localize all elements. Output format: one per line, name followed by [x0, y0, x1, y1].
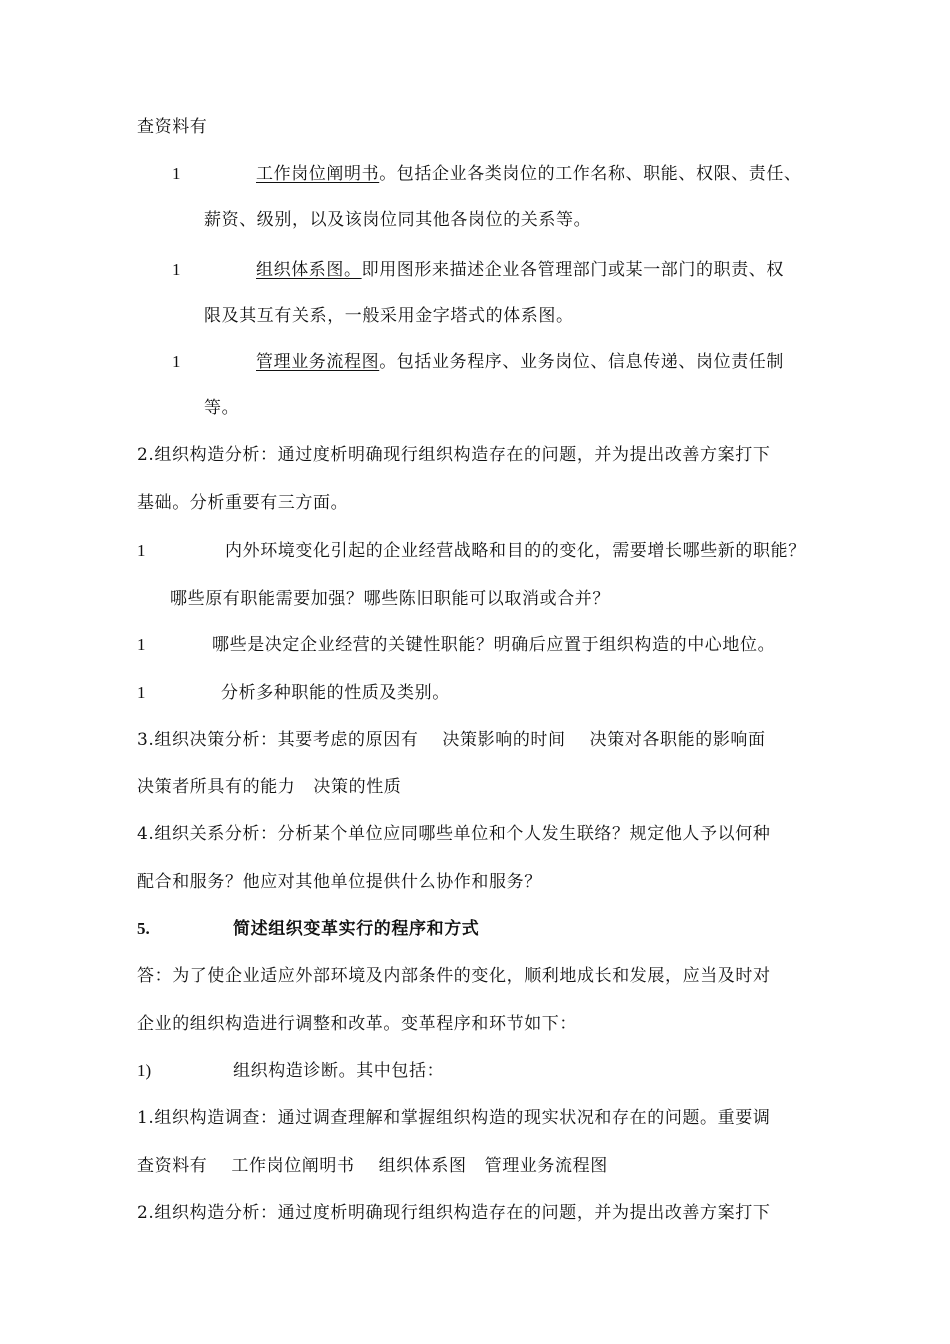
section-heading: 简述组织变革实行的程序和方式 — [233, 919, 480, 939]
paragraph: 2.组织构造分析：通过度析明确现行组织构造存在的问题，并为提出改善方案打下 — [137, 445, 771, 465]
item-text: 即用图形来描述企业各管理部门或某一部门的职责、权 — [361, 260, 785, 280]
list-item: 哪些是决定企业经营的关键性职能？明确后应置于组织构造的中心地位。 — [212, 635, 776, 655]
item-title: 组织体系图。 — [256, 260, 362, 280]
list-item-continuation: 薪资、级别，以及该岗位同其他各岗位的关系等。 — [204, 210, 592, 230]
list-item: 内外环境变化引起的企业经营战略和目的的变化，需要增长哪些新的职能？ — [225, 541, 806, 561]
text-segment: 查资料有 — [137, 1156, 208, 1176]
paragraph: 4.组织关系分析：分析某个单位应同哪些单位和个人发生联络？规定他人予以何种 — [137, 824, 771, 844]
text-segment: 决策者所具有的能力 — [137, 777, 296, 797]
item-title: 管理业务流程图 — [256, 352, 380, 372]
paragraph: 查资料有 — [137, 117, 208, 137]
text-segment: 决策影响的时间 — [442, 730, 566, 750]
text-segment: 3.组织决策分析：其要考虑的原因有 — [137, 730, 419, 750]
text-segment: 决策的性质 — [313, 777, 402, 797]
list-item — [256, 162, 802, 186]
paragraph: 配合和服务？他应对其他单位提供什么协作和服务？ — [137, 872, 542, 892]
text-segment: 工作岗位阐明书 — [231, 1156, 355, 1176]
list-item-continuation: 哪些原有职能需要加强？哪些陈旧职能可以取消或合并？ — [170, 589, 610, 609]
paragraph: 1.组织构造调查：通过调查理解和掌握组织构造的现实状况和存在的问题。重要调 — [137, 1108, 771, 1128]
text-segment: 管理业务流程图 — [484, 1156, 608, 1176]
item-title: 工作岗位阐明书 — [256, 164, 380, 184]
step-number: 1) — [137, 1061, 152, 1080]
step-text: 组织构造诊断。其中包括： — [233, 1061, 445, 1081]
item-text: 。包括企业各类岗位的工作名称、职能、权限、责任、 — [379, 164, 802, 184]
list-item-continuation: 限及其互有关系，一般采用金字塔式的体系图。 — [204, 306, 574, 326]
bullet-number: 1 — [137, 541, 146, 560]
item-text: 。包括业务程序、业务岗位、信息传递、岗位责任制 — [379, 352, 785, 372]
paragraph: 基础。分析重要有三方面。 — [137, 493, 349, 513]
paragraph — [137, 728, 766, 752]
paragraph — [137, 775, 401, 799]
list-item: 分析多种职能的性质及类别。 — [221, 683, 450, 703]
bullet-number: 1 — [172, 164, 181, 183]
paragraph: 企业的组织构造进行调整和改革。变革程序和环节如下： — [137, 1014, 577, 1034]
bullet-number: 1 — [172, 260, 181, 279]
heading-number: 5. — [137, 919, 150, 938]
list-item — [256, 258, 784, 282]
bullet-number: 1 — [137, 635, 146, 654]
paragraph — [137, 1154, 608, 1178]
paragraph: 2.组织构造分析：通过度析明确现行组织构造存在的问题，并为提出改善方案打下 — [137, 1203, 771, 1223]
bullet-number: 1 — [137, 683, 146, 702]
paragraph: 答：为了使企业适应外部环境及内部条件的变化，顺利地成长和发展，应当及时对 — [137, 966, 771, 986]
list-item-continuation: 等。 — [204, 398, 240, 418]
list-item — [256, 350, 784, 374]
text-segment: 组织体系图 — [378, 1156, 467, 1176]
text-segment: 决策对各职能的影响面 — [589, 730, 766, 750]
bullet-number: 1 — [172, 352, 181, 371]
